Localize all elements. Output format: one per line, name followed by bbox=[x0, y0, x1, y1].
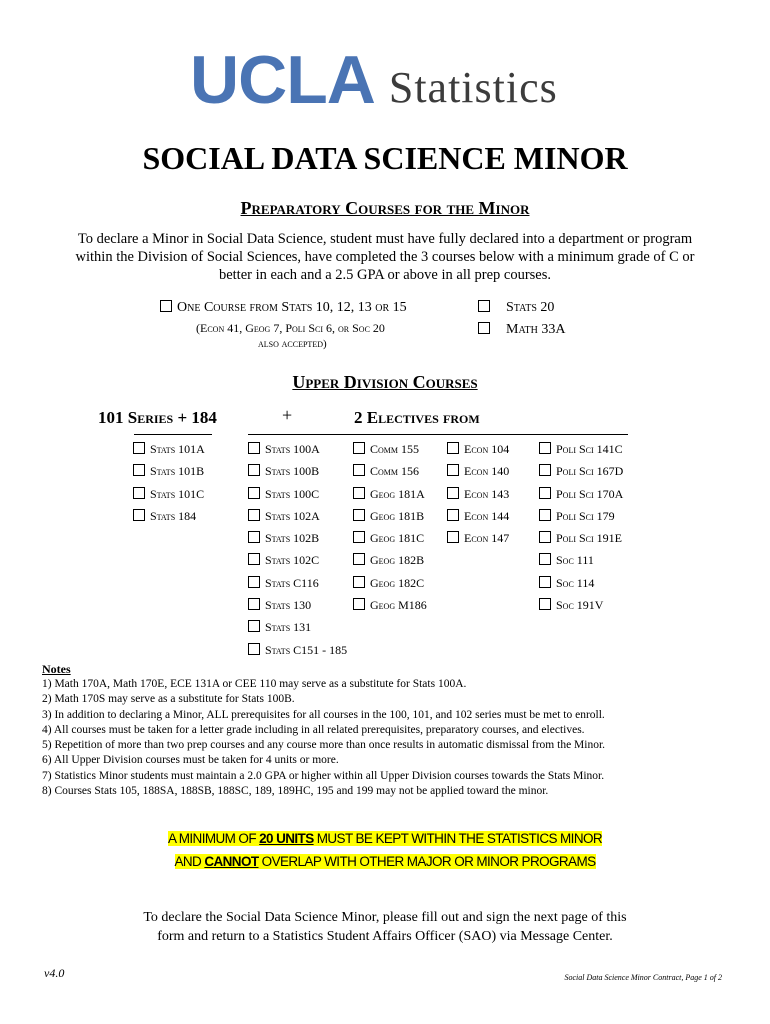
comm-geog-electives-column bbox=[353, 442, 427, 620]
course-item[interactable] bbox=[353, 576, 427, 598]
checkbox[interactable] bbox=[353, 442, 365, 454]
ucla-statistics-logo bbox=[190, 42, 558, 118]
electives-label: 2 Electives from bbox=[354, 408, 480, 427]
checkbox[interactable] bbox=[447, 509, 459, 521]
checkbox[interactable] bbox=[353, 531, 365, 543]
course-label: Stats 102B bbox=[265, 531, 320, 546]
checkbox[interactable] bbox=[478, 300, 490, 312]
course-label: Geog 181C bbox=[370, 531, 425, 546]
course-item[interactable] bbox=[353, 509, 427, 531]
checkbox[interactable] bbox=[539, 576, 551, 588]
course-label: Stats 184 bbox=[150, 508, 197, 523]
notes-list bbox=[42, 677, 605, 799]
checkbox[interactable] bbox=[160, 300, 172, 312]
checkbox[interactable] bbox=[133, 487, 145, 499]
course-label: Econ 143 bbox=[464, 486, 510, 501]
course-label: Econ 104 bbox=[464, 442, 510, 456]
note-item: 3) In addition to declaring a Minor, ALL prerequisites for all courses in the 100, 101, and 102 series must be met to enroll. bbox=[42, 708, 605, 721]
preparatory-heading: Preparatory Courses for the Minor bbox=[240, 198, 530, 218]
note-item: 8) Courses Stats 105, 188SA, 188SB, 188SC, 189, 189HC, 195 and 199 may not be applied toward the minor. bbox=[42, 785, 549, 798]
checkbox[interactable] bbox=[539, 531, 551, 543]
checkbox[interactable] bbox=[248, 576, 260, 588]
course-label: Stats 100A bbox=[265, 442, 320, 456]
course-label: Stats 101C bbox=[150, 486, 205, 501]
course-item[interactable] bbox=[353, 442, 427, 464]
checkbox[interactable] bbox=[133, 509, 145, 521]
course-item[interactable] bbox=[539, 553, 623, 575]
checkbox[interactable] bbox=[248, 553, 260, 565]
requirement-text: MUST BE KEPT WITHIN THE STATISTICS MINOR bbox=[313, 831, 603, 846]
prep-option-one[interactable] bbox=[160, 300, 407, 316]
submission-instructions: To declare the Social Data Science Minor, please fill out and sign the next page of this form and return to a Statistics Student Affairs Officer (SAO) via Message Center. bbox=[143, 910, 627, 944]
course-label: Stats 101A bbox=[150, 442, 205, 456]
course-label: Comm 155 bbox=[370, 442, 420, 456]
note-item: 6) All Upper Division courses must be taken for 4 units or more. bbox=[42, 754, 339, 767]
checkbox[interactable] bbox=[248, 531, 260, 543]
requirement-text: AND bbox=[174, 854, 205, 869]
polisci-soc-electives-column bbox=[539, 442, 623, 620]
course-item[interactable] bbox=[353, 487, 427, 509]
checkbox[interactable] bbox=[248, 598, 260, 610]
checkbox[interactable] bbox=[353, 598, 365, 610]
checkbox[interactable] bbox=[539, 464, 551, 476]
checkbox[interactable] bbox=[248, 464, 260, 476]
course-item[interactable] bbox=[353, 531, 427, 553]
checkbox[interactable] bbox=[447, 531, 459, 543]
course-item[interactable] bbox=[248, 487, 347, 509]
logo-ucla-text: UCLA bbox=[190, 42, 375, 118]
course-label: Stats 131 bbox=[265, 620, 312, 635]
upper-division-heading: Upper Division Courses bbox=[292, 372, 478, 392]
course-item[interactable] bbox=[539, 509, 623, 531]
course-item[interactable] bbox=[133, 464, 205, 486]
course-item[interactable] bbox=[248, 643, 347, 665]
requirement-text: A MINIMUM OF bbox=[167, 831, 260, 846]
course-label: Soc 114 bbox=[556, 575, 595, 590]
course-item[interactable] bbox=[248, 598, 347, 620]
checkbox[interactable] bbox=[353, 487, 365, 499]
course-item[interactable] bbox=[539, 442, 623, 464]
checkbox[interactable] bbox=[248, 643, 260, 655]
course-item[interactable] bbox=[447, 531, 509, 553]
note-item: 4) All courses must be taken for a letter grade including in all related prerequisites, preparatory courses, and electives. bbox=[42, 723, 585, 736]
checkbox[interactable] bbox=[447, 442, 459, 454]
course-item[interactable] bbox=[248, 620, 347, 642]
prep-stats20[interactable] bbox=[478, 300, 554, 316]
course-label: Econ 140 bbox=[464, 464, 510, 479]
course-item[interactable] bbox=[353, 598, 427, 620]
course-label: Geog M186 bbox=[370, 598, 427, 613]
course-item[interactable] bbox=[539, 576, 623, 598]
checkbox[interactable] bbox=[353, 553, 365, 565]
checkbox[interactable] bbox=[478, 322, 490, 334]
checkbox[interactable] bbox=[248, 487, 260, 499]
econ-electives-column bbox=[447, 442, 509, 553]
course-item[interactable] bbox=[133, 487, 205, 509]
requirement-text: OVERLAP WITH OTHER MAJOR OR MINOR PROGRAMS bbox=[258, 854, 596, 869]
course-label: Poli Sci 167D bbox=[556, 464, 624, 479]
checkbox[interactable] bbox=[133, 464, 145, 476]
course-item[interactable] bbox=[447, 442, 509, 464]
course-label: Stats 101B bbox=[150, 464, 205, 479]
course-item[interactable] bbox=[248, 442, 347, 464]
requirement-units: 20 UNITS bbox=[259, 831, 314, 846]
checkbox[interactable] bbox=[539, 509, 551, 521]
checkbox[interactable] bbox=[539, 487, 551, 499]
electives-underline bbox=[248, 434, 628, 435]
course-label: Geog 181B bbox=[370, 508, 425, 523]
series-courses-column bbox=[133, 442, 205, 531]
course-item[interactable] bbox=[447, 487, 509, 509]
course-label: Soc 111 bbox=[556, 553, 594, 568]
requirement-line-1 bbox=[0, 830, 770, 848]
course-item[interactable] bbox=[248, 531, 347, 553]
notes-title: Notes bbox=[42, 662, 71, 676]
prep-option-one-note-2: also accepted) bbox=[258, 338, 327, 350]
page-note: Social Data Science Minor Contract, Page 1 of 2 bbox=[564, 973, 722, 982]
checkbox[interactable] bbox=[447, 487, 459, 499]
course-label: Poli Sci 170A bbox=[556, 486, 624, 501]
prep-math33a[interactable] bbox=[478, 322, 566, 338]
note-item: 2) Math 170S may serve as a substitute for Stats 100B. bbox=[42, 693, 295, 706]
course-item[interactable] bbox=[539, 487, 623, 509]
course-label: Soc 191V bbox=[556, 598, 604, 613]
course-label: Poli Sci 191E bbox=[556, 531, 623, 546]
series-underline bbox=[134, 434, 212, 435]
stats-electives-column bbox=[248, 442, 347, 665]
course-label: Stats 130 bbox=[265, 598, 312, 613]
course-label: Stats C151 - 185 bbox=[265, 642, 348, 657]
plus-sign: + bbox=[282, 405, 293, 425]
version-label: v4.0 bbox=[44, 966, 65, 980]
course-item[interactable] bbox=[133, 442, 205, 464]
course-label: Comm 156 bbox=[370, 464, 420, 479]
course-label: Stats 100B bbox=[265, 464, 320, 479]
note-item: 1) Math 170A, Math 170E, ECE 131A or CEE 110 may serve as a substitute for Stats 100A. bbox=[42, 678, 467, 690]
course-item[interactable] bbox=[248, 464, 347, 486]
course-item[interactable] bbox=[248, 553, 347, 575]
course-label: Stats C116 bbox=[265, 575, 319, 590]
preparatory-intro: To declare a Minor in Social Data Science, student must have fully declared into a department or program within the Division of Social Sciences, have completed the 3 courses below with a minimum grade of C or better in each and a 2.5 GPA or above in all prep courses. bbox=[75, 231, 695, 283]
course-item[interactable] bbox=[539, 598, 623, 620]
course-label: Geog 182B bbox=[370, 553, 425, 568]
course-label: Geog 181A bbox=[370, 486, 425, 501]
course-label: Geog 182C bbox=[370, 575, 425, 590]
course-item[interactable] bbox=[133, 509, 205, 531]
checkbox[interactable] bbox=[353, 576, 365, 588]
prep-option-one-note-1: (Econ 41, Geog 7, Poli Sci 6, or Soc 20 bbox=[196, 321, 385, 335]
page-title: SOCIAL DATA SCIENCE MINOR bbox=[142, 140, 628, 176]
requirement-cannot: CANNOT bbox=[204, 854, 259, 869]
course-item[interactable] bbox=[353, 553, 427, 575]
course-label: Stats 102A bbox=[265, 508, 320, 523]
prep-option-one-label: One Course from Stats 10, 12, 13 or 15 bbox=[177, 300, 407, 315]
prep-math33a-label: Math 33A bbox=[506, 322, 566, 337]
course-label: Poli Sci 179 bbox=[556, 508, 615, 523]
course-item[interactable] bbox=[447, 509, 509, 531]
checkbox[interactable] bbox=[353, 509, 365, 521]
checkbox[interactable] bbox=[248, 442, 260, 454]
checkbox[interactable] bbox=[539, 598, 551, 610]
course-label: Econ 147 bbox=[464, 531, 510, 546]
series-label: 101 Series + 184 bbox=[98, 408, 217, 427]
note-item: 7) Statistics Minor students must maintain a 2.0 GPA or higher within all Upper Division courses towards the Stats Minor. bbox=[42, 769, 605, 782]
course-item[interactable] bbox=[353, 464, 427, 486]
course-label: Stats 100C bbox=[265, 486, 320, 501]
checkbox[interactable] bbox=[248, 620, 260, 632]
course-label: Poli Sci 141C bbox=[556, 442, 623, 456]
checkbox[interactable] bbox=[539, 553, 551, 565]
requirement-line-2 bbox=[0, 853, 770, 871]
checkbox[interactable] bbox=[133, 442, 145, 454]
logo-statistics-text: Statistics bbox=[388, 63, 558, 112]
course-label: Stats 102C bbox=[265, 553, 320, 568]
course-item[interactable] bbox=[539, 531, 623, 553]
note-item: 5) Repetition of more than two prep courses and any course more than once results in automatic dismissal from the Minor. bbox=[42, 739, 606, 752]
checkbox[interactable] bbox=[447, 464, 459, 476]
course-item[interactable] bbox=[447, 464, 509, 486]
course-item[interactable] bbox=[248, 509, 347, 531]
checkbox[interactable] bbox=[248, 509, 260, 521]
checkbox[interactable] bbox=[353, 464, 365, 476]
prep-stats20-label: Stats 20 bbox=[506, 300, 555, 315]
checkbox[interactable] bbox=[539, 442, 551, 454]
course-label: Econ 144 bbox=[464, 508, 510, 523]
course-item[interactable] bbox=[248, 576, 347, 598]
course-item[interactable] bbox=[539, 464, 623, 486]
